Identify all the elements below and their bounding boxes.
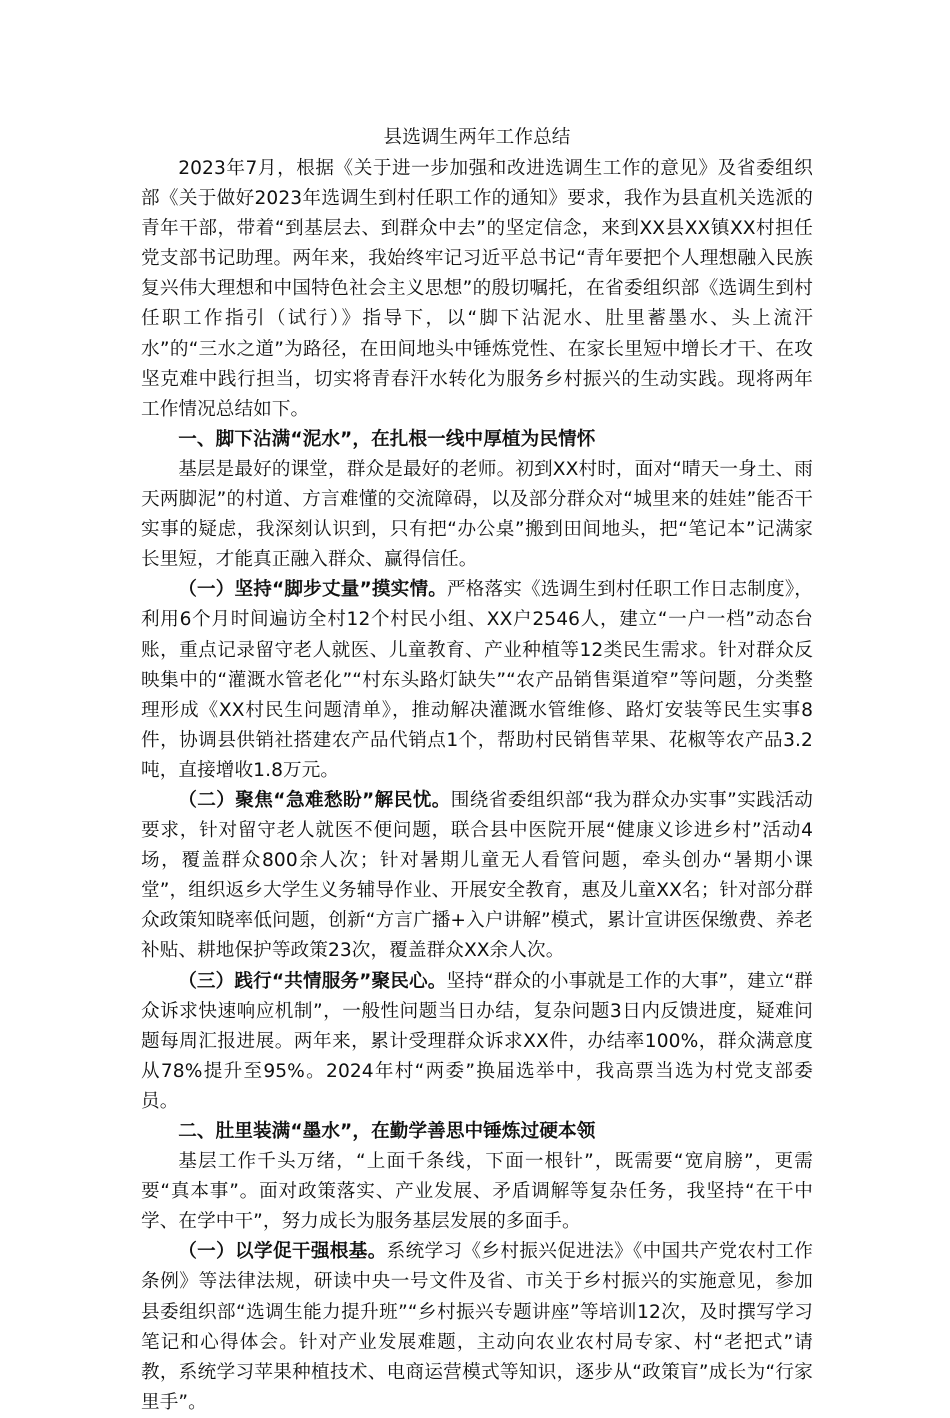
section-2-item-1 <box>141 1237 813 1418</box>
section-2-item-1-lead: （一）以学促干强根基。 <box>178 1241 387 1263</box>
section-1-heading: 一、脚下沾满“泥水”，在扎根一线中厚植为民情怀 <box>178 428 596 450</box>
section-1-item-3-lead: （三）践行“共情服务”聚民心。 <box>178 970 447 992</box>
document-page <box>141 122 813 1418</box>
section-2-item-1-text: 系统学习《乡村振兴促进法》《中国共产党农村工作条例》等法律法规，研读中央一号文件及省、市关于乡村振兴的实施意见，参加县委组织部“选调生能力提升班”“乡村振兴专题讲座”等培训12次，及时撰写学习笔记和心得体会。针对产业发展难题，主动向农业农村局专家、村“老把式”请教，系统学习苹果种植技术、电商运营模式等知识，逐步从“政策盲”成长为“行家里手”。 <box>141 1241 813 1413</box>
section-1-item-1-text: 严格落实《选调生到村任职工作日志制度》，利用6个月时间遍访全村12个村民小组、XX户2546人，建立“一户一档”动态台账，重点记录留守老人就医、儿童教育、产业种植等12类民生需求。针对群众反映集中的“灌溉水管老化”“村东头路灯缺失”“农产品销售渠道窄”等问题，分类整理形成《XX村民生问题清单》，推动解决灌溉水管维修、路灯安装等民生实事8件，协调县供销社搭建农产品代销点1个，帮助村民销售苹果、花椒等农产品3.2吨，直接增收1.8万元。 <box>141 579 813 781</box>
section-1-body: 基层是最好的课堂，群众是最好的老师。初到XX村时，面对“晴天一身土、雨天两脚泥”的村道、方言难懂的交流障碍，以及部分群众对“城里来的娃娃”能否干实事的疑虑，我深刻认识到，只有把“办公桌”搬到田间地头，把“笔记本”记满家长里短，才能真正融入群众、赢得信任。 <box>141 458 813 571</box>
section-1-item-3-text: 坚持“群众的小事就是工作的大事”，建立“群众诉求快速响应机制”，一般性问题当日办结，复杂问题3日内反馈进度，疑难问题每周汇报进展。两年来，累计受理群众诉求XX件，办结率100%，群众满意度从78%提升至95%。2024年村“两委”换届选举中，我高票当选为村党支部委员。 <box>141 970 814 1112</box>
section-2-heading: 二、肚里装满“墨水”，在勤学善思中锤炼过硬本领 <box>178 1121 596 1142</box>
section-2-body: 基层工作千头万绪，“上面千条线，下面一根针”，既需要“宽肩膀”，更需要“真本事”。面对政策落实、产业发展、矛盾调解等复杂任务，我坚持“在干中学、在学中干”，努力成长为服务基层发展的多面手。 <box>141 1151 813 1233</box>
section-1-item-2 <box>141 786 813 967</box>
section-1-item-2-text: 围绕省委组织部“我为群众办实事”实践活动要求，针对留守老人就医不便问题，联合县中医院开展“健康义诊进乡村”活动4场，覆盖群众800余人次；针对暑期儿童无人看管问题，牵头创办“暑期小课堂”，组织返乡大学生义务辅导作业、开展安全教育，惠及儿童XX名；针对部分群众政策知晓率低问题，创新“方言广播+入户讲解”模式，累计宣讲医保缴费、养老补贴、耕地保护等政策23次，覆盖群众XX余人次。 <box>141 789 813 962</box>
document-title: 县选调生两年工作总结 <box>383 127 571 148</box>
section-1-item-2-lead: （二）聚焦“急难愁盼”解民忧。 <box>178 789 451 811</box>
section-1-item-3 <box>141 967 813 1117</box>
section-1-item-1-lead: （一）坚持“脚步丈量”摸实情。 <box>178 579 447 601</box>
section-1-item-1 <box>141 575 813 786</box>
intro-paragraph: 2023年7月，根据《关于进一步加强和改进选调生工作的意见》及省委组织部《关于做好2023年选调生到村任职工作的通知》要求，我作为县直机关选派的青年干部，带着“到基层去、到群众中去”的坚定信念，来到XX县XX镇XX村担任党支部书记助理。两年来，我始终牢记习近平总书记“青年要把个人理想融入民族复兴伟大理想和中国特色社会主义思想”的殷切嘱托，在省委组织部《选调生到村任职工作指引（试行）》指导下，以“脚下沾泥水、肚里蓄墨水、头上流汗水”的“三水之道”为路径，在田间地头中锤炼党性、在家长里短中增长才干、在攻坚克难中践行担当，切实将青春汗水转化为服务乡村振兴的生动实践。现将两年工作情况总结如下。 <box>141 158 813 420</box>
